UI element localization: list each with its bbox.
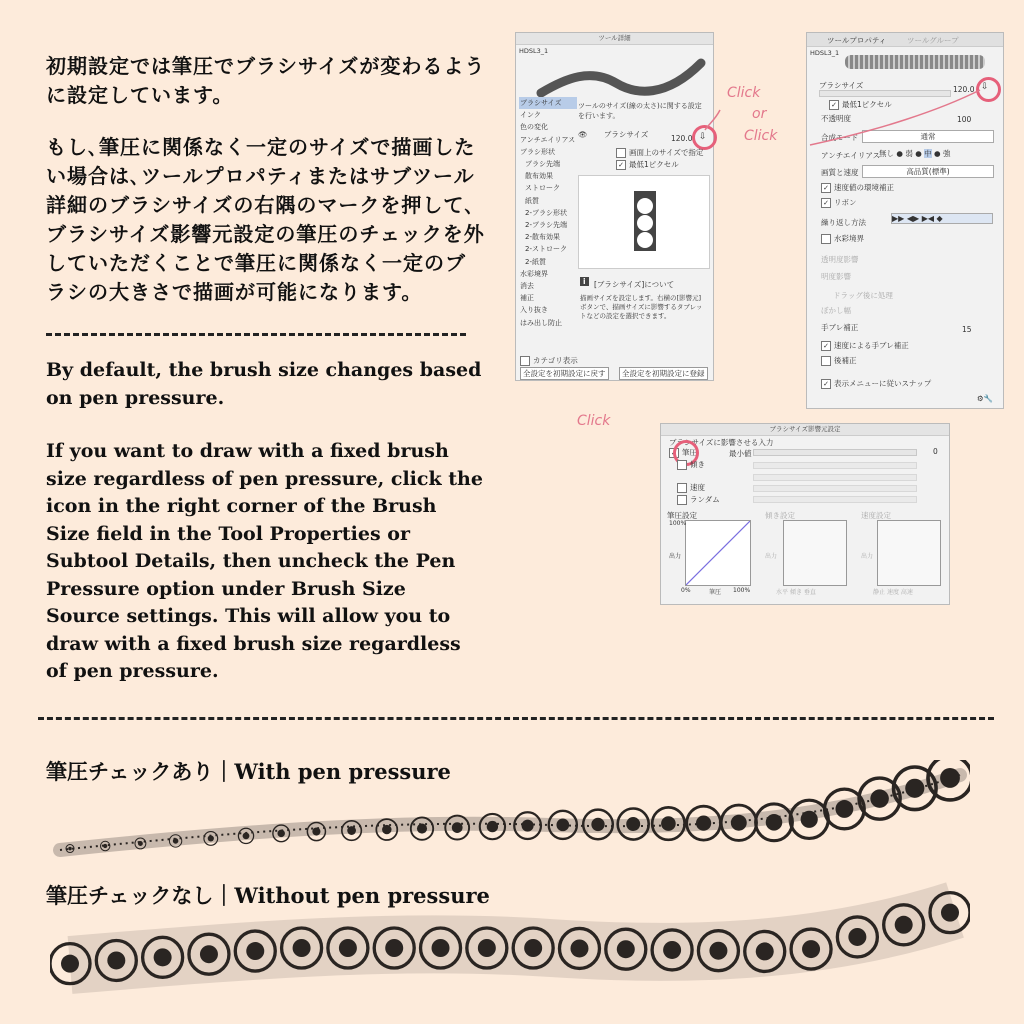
size-row <box>578 129 648 140</box>
size-label: ブラシサイズ <box>603 130 649 139</box>
size-source-button-icon[interactable]: ⇩ <box>699 132 707 142</box>
lace-flower-center <box>61 955 79 973</box>
register-all-label: 全設定を初期設定に登録 <box>619 367 708 380</box>
category-item[interactable]: 散布効果 <box>525 172 553 181</box>
click-note-1: Click <box>727 85 761 101</box>
arrow-to-tool <box>810 90 980 145</box>
blend-mode-label: 合成モード <box>821 133 859 142</box>
lace-stroke-without-pressure <box>50 880 970 1010</box>
tool-size-label: ブラシサイズ <box>819 81 864 90</box>
antialias-label: アンチエイリアス <box>821 151 881 160</box>
lace-flower-center <box>154 948 172 966</box>
lace-flower-center <box>524 939 542 957</box>
en-paragraph-2: If you want to draw with a fixed brush size regardless of pen pressure, click the icon in the right corner of the Brush Size field in the Tool Properties or Subtool Details, then uncheck the Pen Pressure option under Brush Size Source settings. This will allow you to draw with a fixed brush size regardless of pen pressure. <box>46 440 483 682</box>
size-value: 120.0 <box>671 134 693 143</box>
speed-checkbox[interactable] <box>677 483 687 493</box>
tilt-label: 傾き <box>690 460 705 469</box>
brightness-label: 明度影響 <box>821 272 851 281</box>
aa-weak[interactable]: 弱 <box>905 149 913 158</box>
lace-flower-center <box>801 811 818 828</box>
speed-x-speed: 速度 <box>886 589 899 596</box>
tool-property-tabbar <box>807 33 1003 47</box>
category-item[interactable]: 水彩境界 <box>520 269 548 278</box>
lace-flower-center <box>246 942 264 960</box>
pressure-label: 筆圧 <box>682 448 697 457</box>
category-item[interactable]: ブラシ先端 <box>525 160 560 169</box>
aa-mid[interactable]: 中 <box>924 149 932 158</box>
settings-icons[interactable]: ⚙🔧 <box>977 394 994 403</box>
category-item[interactable]: 2-ブラシ形状 <box>525 208 567 217</box>
opacity-label: 不透明度 <box>821 114 851 123</box>
tilt-curve-graph <box>783 520 847 586</box>
category-item[interactable]: 入り抜き <box>520 306 548 315</box>
min-value-slider[interactable] <box>753 449 917 456</box>
min-pixel-checkbox[interactable]: ✓ <box>616 160 626 170</box>
lace-flower-center <box>940 768 960 788</box>
info-title: [ブラシサイズ]について <box>594 280 675 289</box>
eye-icon[interactable]: 👁 <box>578 130 588 139</box>
after-drag-option: ドラッグ後に処理 <box>833 291 893 300</box>
category-item[interactable]: インク <box>520 111 541 120</box>
lace-flower-center <box>487 821 498 832</box>
speed-graph-title: 速度設定 <box>861 511 891 520</box>
category-item[interactable]: 消去 <box>520 282 534 291</box>
source-dialog-title: ブラシサイズ影響元設定 <box>661 424 949 436</box>
repeat-options[interactable]: ▶▶ ◀▶ ▶◀ ◆ <box>891 213 993 224</box>
speed-slider <box>753 485 917 492</box>
min-pixel-label: 最低1ピクセル <box>629 160 679 169</box>
speed-option[interactable] <box>677 482 705 493</box>
quality-label: 画質と速度 <box>821 168 859 177</box>
tilt-checkbox[interactable] <box>677 460 687 470</box>
blur-label: ぼかし幅 <box>821 306 851 315</box>
reset-all-label: 全設定を初期設定に戻す <box>520 367 609 380</box>
subtool-brush-name: HDSL3_1 <box>519 47 549 55</box>
pressure-checkbox[interactable]: ✓ <box>669 448 679 458</box>
category-item[interactable]: ブラシ形状 <box>520 147 555 156</box>
lace-flower-center <box>570 939 588 957</box>
lace-flower-center <box>382 825 391 834</box>
tool-min-pixel-label: 最低1ピクセル <box>842 100 892 109</box>
lace-flower-center <box>452 822 463 833</box>
post-correct-label: 後補正 <box>834 356 857 365</box>
tilt-max-slider <box>753 474 917 481</box>
reset-all-button[interactable] <box>520 367 609 380</box>
speed-x-still: 静止 <box>873 589 886 596</box>
speed-stabilize-label: 速度による手ブレ補正 <box>834 341 909 350</box>
min-value-number: 0 <box>933 447 938 456</box>
category-item[interactable]: 2-散布効果 <box>525 233 560 242</box>
en-paragraph-1: By default, the brush size changes based on pen pressure. <box>46 359 482 409</box>
click-note-3: Click <box>577 413 611 429</box>
lace-flower-center <box>756 942 774 960</box>
blend-mode-select[interactable]: 通常 <box>862 130 994 143</box>
opacity-value: 100 <box>957 115 972 124</box>
quality-select[interactable]: 高品質(標準) <box>862 165 994 178</box>
speed-label: 速度 <box>690 483 705 492</box>
snap-checkbox[interactable]: ✓ <box>821 379 831 389</box>
pressure-y-label: 出力 <box>669 553 682 560</box>
category-list <box>519 97 577 329</box>
lace-flower-center <box>663 941 681 959</box>
tilt-slider <box>753 462 917 469</box>
category-item[interactable]: アンチエイリアス <box>520 135 576 144</box>
category-item[interactable]: 2-ブラシ先端 <box>525 221 567 230</box>
category-item[interactable]: 補正 <box>520 294 534 303</box>
divider-short <box>46 333 466 336</box>
ribbon-label: リボン <box>834 198 857 207</box>
tilt-x-vertical: 垂直 <box>803 589 816 596</box>
lace-flower-center <box>696 816 711 831</box>
category-display-option[interactable] <box>520 355 578 366</box>
random-option[interactable] <box>677 494 720 505</box>
info-icon: i <box>580 277 589 286</box>
jp-paragraph-2: もし､筆圧に関係なく一定のサイズで描画したい場合は､ツールプロパティまたはサブツール詳細のブラシサイズの右隅のマークを押して､ブラシサイズ影響元設定の筆圧のチェックを外していただくことで筆圧に関係なく一定のブラシの大きさで描画が可能になります。 <box>46 135 485 304</box>
lace-flower-center <box>312 827 320 835</box>
lace-flower-center <box>661 816 676 831</box>
divider-long <box>38 717 994 720</box>
lace-flower-center <box>68 847 72 851</box>
english-instructions <box>46 357 486 712</box>
lace-flower-center <box>293 939 311 957</box>
lace-flower-center <box>347 826 356 835</box>
tab-tool-group[interactable]: ツールグループ <box>907 36 959 45</box>
lace-flower-center <box>385 939 403 957</box>
lace-flower-center <box>766 814 783 831</box>
jp-paragraph-1: 初期設定では筆圧でブラシサイズが変わるように設定しています。 <box>46 54 486 107</box>
arrow-to-subtool <box>705 110 720 130</box>
lace-flower-center <box>835 800 853 818</box>
annotation-arrows <box>660 50 1010 470</box>
snap-label: 表示メニューに従いスナップ <box>834 379 932 388</box>
antialias-options[interactable]: 無し ● 弱 ● 中 ● 強 <box>879 149 951 158</box>
japanese-instructions <box>46 52 486 330</box>
tool-brush-name: HDSL3_1 <box>810 49 840 57</box>
lace-flower-center <box>138 841 143 846</box>
tool-size-source-icon[interactable]: ⇩ <box>981 82 989 92</box>
category-item[interactable]: 2-ストローク <box>525 245 567 254</box>
lace-flower-center <box>905 779 924 798</box>
lace-flower-center <box>277 830 284 837</box>
pressure-y-max: 100% <box>669 520 687 527</box>
tool-min-pixel-checkbox[interactable]: ✓ <box>829 100 839 110</box>
lace-flower-center <box>626 817 640 831</box>
tilt-x-tilt: 傾き <box>789 589 802 596</box>
lace-flower-center <box>103 844 107 848</box>
or-note: or <box>752 106 767 122</box>
lace-flower-center <box>870 789 889 808</box>
lace-stroke-with-pressure <box>50 760 970 880</box>
env-correct-checkbox[interactable]: ✓ <box>821 183 831 193</box>
lace-flower-center <box>731 815 747 831</box>
pressure-x-min: 0% <box>681 587 691 594</box>
speed-x-labels <box>873 587 913 596</box>
lace-flower-center <box>339 939 357 957</box>
watercolor-label: 水彩境界 <box>834 234 864 243</box>
lace-flower-center <box>107 951 125 969</box>
transparency-label: 透明度影響 <box>821 255 859 264</box>
pressure-graph-title: 筆圧設定 <box>667 511 697 520</box>
speed-y-label: 出力 <box>861 553 874 560</box>
pressure-x-label: 筆圧 <box>709 589 722 596</box>
stabilize-label: 手ブレ補正 <box>821 323 859 332</box>
tilt-x-level: 水平 <box>776 589 789 596</box>
min-value-label: 最小値 <box>729 449 752 458</box>
source-input-label: ブラシサイズに影響させる入力 <box>669 438 774 447</box>
tilt-graph-title: 傾き設定 <box>765 511 795 520</box>
random-checkbox[interactable] <box>677 495 687 505</box>
lace-flower-center <box>208 835 214 841</box>
aa-none[interactable]: 無し <box>879 149 894 158</box>
lace-flower-center <box>173 838 179 844</box>
repeat-label: 繰り返し方法 <box>821 218 866 227</box>
category-item[interactable]: 色の変化 <box>520 123 548 132</box>
category-item[interactable]: ストローク <box>525 184 560 193</box>
lace-flower-center <box>802 940 820 958</box>
category-display-label: カテゴリ表示 <box>533 356 578 365</box>
ribbon-checkbox[interactable]: ✓ <box>821 198 831 208</box>
lace-flower-center <box>243 832 250 839</box>
random-slider <box>753 496 917 503</box>
tilt-y-label: 出力 <box>765 553 778 560</box>
brush-size-source-dialog <box>660 423 950 605</box>
click-note-2: Click <box>744 128 778 144</box>
on-screen-checkbox[interactable] <box>616 148 626 158</box>
lace-flower-center <box>200 945 218 963</box>
category-item[interactable]: 紙質 <box>525 196 539 205</box>
lace-flower-center <box>617 940 635 958</box>
lace-flower-center <box>591 818 604 831</box>
speed-x-fast: 高速 <box>900 589 913 596</box>
speed-stabilize-checkbox[interactable]: ✓ <box>821 341 831 351</box>
stabilize-value: 15 <box>962 325 972 334</box>
size-description: ツールのサイズ(線の太さ)に関する設定を行います。 <box>578 102 702 120</box>
category-item[interactable]: 2-紙質 <box>525 257 546 266</box>
speed-curve-graph <box>877 520 941 586</box>
info-body: 描画サイズを設定します。右横の[影響元]ボタンで、描画サイズに影響するタブレットなどの設定を選択できます。 <box>580 294 703 320</box>
lace-flower-center <box>941 904 959 922</box>
with-pressure-heading: 筆圧チェックあり｜With pen pressure <box>46 759 451 784</box>
lace-flower-center <box>522 820 534 832</box>
lace-flower-center <box>417 824 427 834</box>
lace-flower-center <box>709 942 727 960</box>
category-display-checkbox[interactable] <box>520 356 530 366</box>
aa-strong[interactable]: 強 <box>942 149 951 158</box>
without-pressure-heading: 筆圧チェックなし｜Without pen pressure <box>46 883 490 908</box>
lace-flower-center <box>432 939 450 957</box>
tilt-option[interactable] <box>677 459 705 470</box>
lace-flower-center <box>848 928 866 946</box>
env-correct-label: 速度値の環境補正 <box>834 183 894 192</box>
on-screen-label: 画面上のサイズで指定 <box>629 148 704 157</box>
category-item[interactable]: ブラシサイズ <box>519 97 577 109</box>
tilt-x-labels <box>776 587 816 596</box>
tab-tool-property[interactable]: ツールプロパティ <box>827 36 887 45</box>
lace-flower-center <box>556 819 569 832</box>
category-item[interactable]: はみ出し防止 <box>520 318 562 327</box>
lace-flower-center <box>478 939 496 957</box>
tool-size-value: 120.0 <box>953 85 975 94</box>
lace-flower-center <box>895 916 913 934</box>
random-label: ランダム <box>690 495 720 504</box>
pressure-x-max: 100% <box>733 587 751 594</box>
pressure-curve-graph[interactable] <box>685 520 751 586</box>
subtool-detail-title: ツール詳細 <box>516 33 713 45</box>
